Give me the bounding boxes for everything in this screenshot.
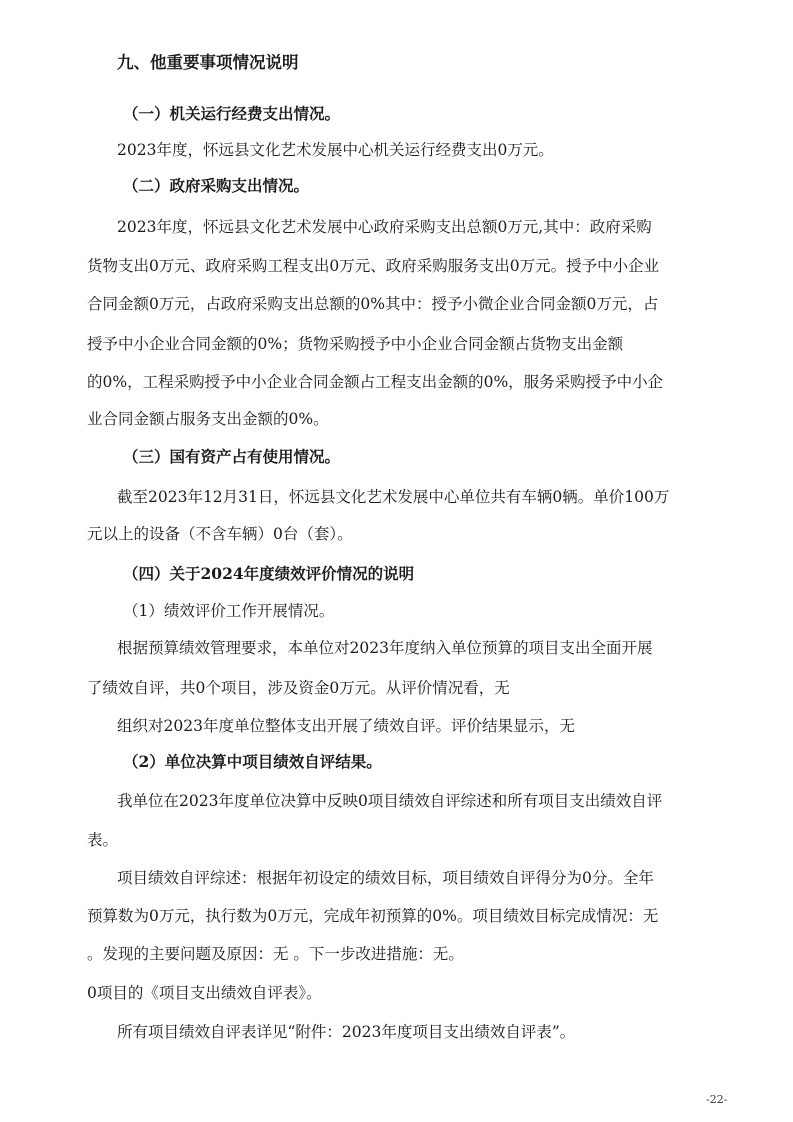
summary-line-1: 项目绩效自评综述：根据年初设定的绩效目标，项目绩效自评得分为0分。全年 [117,869,654,887]
heading-state-assets: （三）国有资产占有使用情况。 [123,447,341,466]
operating-expenses-text: 2023年度，怀远县文化艺术发展中心机关运行经费支出0万元。 [117,141,554,159]
procurement-line-6: 业合同金额占服务支出金额的0%。 [87,410,329,428]
state-assets-line-2: 元以上的设备（不含车辆）0台（套）。 [87,525,353,543]
evaluation-line-1: 根据预算绩效管理要求，本单位对2023年度纳入单位预算的项目支出全面开展 [117,639,653,657]
page-number: -22- [706,1093,728,1106]
section-title: 九、他重要事项情况说明 [117,53,299,72]
procurement-line-5: 的0%，工程采购授予中小企业合同金额占工程支出金额的0%，服务采购授予中小企 [87,373,664,391]
procurement-line-3: 合同金额0万元，占政府采购支出总额的0%其中：授予小微企业合同金额0万元，占 [87,295,659,313]
state-assets-line-1: 截至2023年12月31日，怀远县文化艺术发展中心单位共有车辆0辆。单价100万 [117,488,670,506]
closing-note: 所有项目绩效自评表详见“附件：2023年度项目支出绩效自评表”。 [117,1023,576,1041]
summary-line-4: 0项目的《项目支出绩效自评表》。 [87,984,322,1002]
summary-line-3: 。发现的主要问题及原因：无 。下一步改进措施：无。 [87,945,464,963]
subheading-self-evaluation-results: （2）单位决算中项目绩效自评结果。 [123,752,382,771]
evaluation-line-2: 了绩效自评，共0个项目，涉及资金0万元。从评价情况看，无 [87,679,510,697]
heading-operating-expenses: （一）机关运行经费支出情况。 [123,104,341,123]
summary-line-2: 预算数为0万元，执行数为0万元，完成年初预算的0%。项目绩效目标完成情况：无 [87,907,659,925]
subheading-evaluation-work: （1）绩效评价工作开展情况。 [123,602,335,620]
heading-procurement: （二）政府采购支出情况。 [123,176,310,195]
procurement-line-1: 2023年度，怀远县文化艺术发展中心政府采购支出总额0万元,其中：政府采购 [117,218,652,236]
self-evaluation-line-1: 我单位在2023年度单位决算中反映0项目绩效自评综述和所有项目支出绩效自评 [117,792,663,810]
heading-performance-evaluation: （四）关于2024年度绩效评价情况的说明 [123,564,415,583]
evaluation-line-3: 组织对2023年度单位整体支出开展了绩效自评。评价结果显示，无 [117,717,575,735]
procurement-line-4: 授予中小企业合同金额的0%；货物采购授予中小企业合同金额占货物支出金额 [87,335,624,353]
self-evaluation-line-2: 表。 [87,831,119,849]
procurement-line-2: 货物支出0万元、政府采购工程支出0万元、政府采购服务支出0万元。授予中小企业 [87,257,660,275]
